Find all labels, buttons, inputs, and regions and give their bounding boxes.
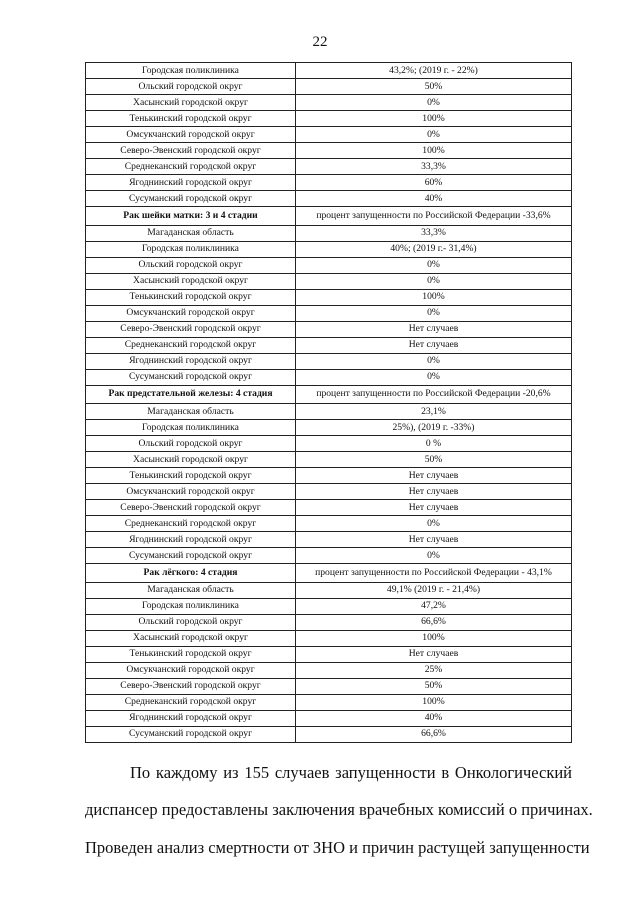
table-row (86, 191, 572, 207)
region-name: Ягоднинский городской округ (86, 710, 296, 726)
region-name: Ольский городской округ (86, 614, 296, 630)
table-row (86, 598, 572, 614)
table-row (86, 159, 572, 175)
region-name: Северо-Эвенский городской округ (86, 321, 296, 337)
region-name: Среднеканский городской округ (86, 337, 296, 353)
neglect-percent: 100% (296, 111, 572, 127)
table-row (86, 305, 572, 321)
region-name: Тенькинский городской округ (86, 111, 296, 127)
region-name: Среднеканский городской округ (86, 159, 296, 175)
neglect-percent: 0% (296, 257, 572, 273)
region-name: Ягоднинский городской округ (86, 175, 296, 191)
neglect-percent: 49,1% (2019 г. - 21,4%) (296, 582, 572, 598)
neglect-percent: 100% (296, 143, 572, 159)
neglect-percent: 66,6% (296, 614, 572, 630)
neglect-percent: 0% (296, 369, 572, 385)
section-rf-rate: процент запущенности по Российской Федерации -20,6% (296, 385, 572, 404)
table-section-header (86, 385, 572, 404)
neglect-percent: 40% (296, 191, 572, 207)
neglect-percent: Нет случаев (296, 646, 572, 662)
table-row (86, 532, 572, 548)
table-row (86, 468, 572, 484)
neglect-percent: 100% (296, 289, 572, 305)
region-name: Городская поликлиника (86, 598, 296, 614)
table-row (86, 143, 572, 159)
table-row (86, 127, 572, 143)
region-name: Хасынский городской округ (86, 630, 296, 646)
table-row (86, 241, 572, 257)
table-row (86, 175, 572, 191)
table-row (86, 289, 572, 305)
table-row (86, 710, 572, 726)
neglect-percent: Нет случаев (296, 484, 572, 500)
page-number: 22 (312, 34, 328, 50)
table-row (86, 500, 572, 516)
neglect-percent: 0% (296, 516, 572, 532)
neglect-percent: 33,3% (296, 225, 572, 241)
neglect-percent: 40%; (2019 г.- 31,4%) (296, 241, 572, 257)
neglect-percent: Нет случаев (296, 337, 572, 353)
table-row (86, 404, 572, 420)
table-row (86, 353, 572, 369)
paragraph-line: диспансер предоставлены заключения врачебных комиссий о причинах. (85, 800, 593, 819)
neglect-percent: 100% (296, 694, 572, 710)
table-row (86, 662, 572, 678)
neglect-percent: 50% (296, 452, 572, 468)
region-name: Омсукчанский городской округ (86, 127, 296, 143)
section-title: Рак шейки матки: 3 и 4 стадии (86, 207, 296, 226)
region-name: Сусуманский городской округ (86, 548, 296, 564)
region-name: Ягоднинский городской округ (86, 532, 296, 548)
section-rf-rate: процент запущенности по Российской Федерации - 43,1% (296, 564, 572, 583)
neglect-percent: 50% (296, 79, 572, 95)
table-row (86, 452, 572, 468)
neglect-percent: 50% (296, 678, 572, 694)
region-name: Сусуманский городской округ (86, 726, 296, 742)
table-row (86, 484, 572, 500)
table-row (86, 614, 572, 630)
region-name: Среднеканский городской округ (86, 694, 296, 710)
section-title: Рак предстательной железы: 4 стадия (86, 385, 296, 404)
neglect-percent: 47,2% (296, 598, 572, 614)
table-row (86, 79, 572, 95)
neglect-percent: 40% (296, 710, 572, 726)
table-row (86, 726, 572, 742)
section-rf-rate: процент запущенности по Российской Федерации -33,6% (296, 207, 572, 226)
table-section-header (86, 207, 572, 226)
neglect-percent: 0% (296, 273, 572, 289)
table-row (86, 257, 572, 273)
table-section-header (86, 564, 572, 583)
table-row (86, 694, 572, 710)
table-row (86, 678, 572, 694)
region-name: Северо-Эвенский городской округ (86, 143, 296, 159)
neglect-percent: Нет случаев (296, 500, 572, 516)
neglect-percent: Нет случаев (296, 532, 572, 548)
table-row (86, 63, 572, 79)
region-name: Тенькинский городской округ (86, 468, 296, 484)
region-name: Тенькинский городской округ (86, 289, 296, 305)
neglect-percent: 33,3% (296, 159, 572, 175)
region-name: Хасынский городской округ (86, 273, 296, 289)
table-row (86, 420, 572, 436)
region-name: Северо-Эвенский городской округ (86, 500, 296, 516)
table-row (86, 337, 572, 353)
neglect-percent: 0% (296, 95, 572, 111)
region-name: Хасынский городской округ (86, 95, 296, 111)
region-name: Омсукчанский городской округ (86, 484, 296, 500)
paragraph-line: По каждому из 155 случаев запущенности в Онкологический (130, 763, 572, 782)
table-row (86, 111, 572, 127)
region-name: Северо-Эвенский городской округ (86, 678, 296, 694)
statistics-table-body (86, 63, 572, 743)
table-row (86, 225, 572, 241)
table-row (86, 630, 572, 646)
neglect-percent: 0% (296, 353, 572, 369)
neglect-percent: 100% (296, 630, 572, 646)
region-name: Ольский городской округ (86, 436, 296, 452)
neglect-percent: 0% (296, 305, 572, 321)
region-name: Городская поликлиника (86, 420, 296, 436)
region-name: Ольский городской округ (86, 257, 296, 273)
table-row (86, 436, 572, 452)
region-name: Омсукчанский городской округ (86, 662, 296, 678)
table-row (86, 582, 572, 598)
table-row (86, 646, 572, 662)
region-name: Хасынский городской округ (86, 452, 296, 468)
table-row (86, 548, 572, 564)
region-name: Городская поликлиника (86, 63, 296, 79)
region-name: Магаданская область (86, 225, 296, 241)
statistics-table (85, 62, 572, 743)
table-row (86, 273, 572, 289)
region-name: Омсукчанский городской округ (86, 305, 296, 321)
region-name: Магаданская область (86, 582, 296, 598)
section-title: Рак лёгкого: 4 стадия (86, 564, 296, 583)
paragraph-line: Проведен анализ смертности от ЗНО и причин растущей запущенности (85, 838, 590, 857)
region-name: Сусуманский городской округ (86, 191, 296, 207)
table-row (86, 95, 572, 111)
neglect-percent: Нет случаев (296, 321, 572, 337)
neglect-percent: 0% (296, 548, 572, 564)
region-name: Тенькинский городской округ (86, 646, 296, 662)
neglect-percent: 25% (296, 662, 572, 678)
region-name: Магаданская область (86, 404, 296, 420)
region-name: Городская поликлиника (86, 241, 296, 257)
neglect-percent: 60% (296, 175, 572, 191)
table-row (86, 321, 572, 337)
region-name: Сусуманский городской округ (86, 369, 296, 385)
neglect-percent: 66,6% (296, 726, 572, 742)
table-row (86, 516, 572, 532)
neglect-percent: Нет случаев (296, 468, 572, 484)
region-name: Среднеканский городской округ (86, 516, 296, 532)
region-name: Ольский городской округ (86, 79, 296, 95)
neglect-percent: 43,2%; (2019 г. - 22%) (296, 63, 572, 79)
neglect-percent: 25%), (2019 г. -33%) (296, 420, 572, 436)
table-row (86, 369, 572, 385)
region-name: Ягоднинский городской округ (86, 353, 296, 369)
neglect-percent: 0% (296, 127, 572, 143)
neglect-percent: 23,1% (296, 404, 572, 420)
neglect-percent: 0 % (296, 436, 572, 452)
